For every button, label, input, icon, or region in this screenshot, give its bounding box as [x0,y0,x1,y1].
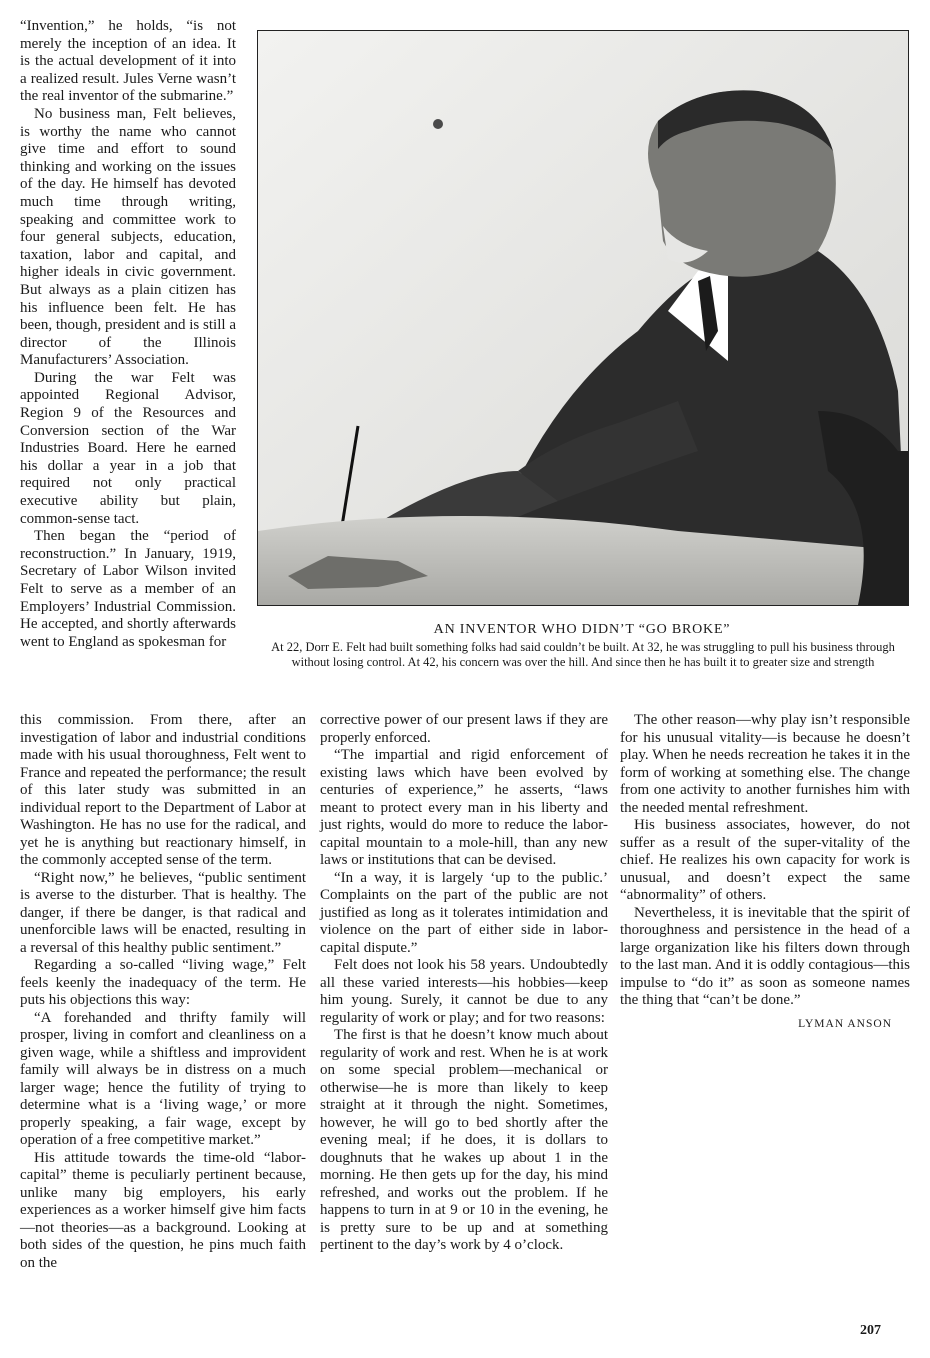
paragraph: The other reason—why play isn’t responsible for his unusual vitality—is because he doesn’t play. When he needs recreation he takes it in the form of working at something else. The change from one activity to another furnishes him with the needed mental refreshment. [620,712,910,816]
lead-column [20,18,236,651]
left-column [20,712,306,1272]
photo-caption-title: AN INVENTOR WHO DIDN’T “GO BROKE” [433,622,731,637]
paragraph: Nevertheless, it is inevitable that the spirit of thoroughness and persistence in the head of a large organization like his filters down through to the last man. And it is oddly contagious—this impulse to “do it” as soon as someone names the thing that “can’t be done.” [620,904,910,1008]
photo-caption-text: At 22, Dorr E. Felt had built something folks had said couldn’t be built. At 32, he was struggling to pull his business through without losing control. At 42, his concern was over the hill. And since then he has built it to greater size and strength [271,640,895,669]
paragraph: No business man, Felt believes, is worthy the name who cannot give time and effort to sound thinking and working on the issues of the day. He himself has devoted much time through writing, speaking and committee work to four general subjects, education, taxation, labor and capital, and higher ideals in civic government. But always as a plain citizen has his influence been felt. He has been, though, president and is still a director of the Illinois Manufacturers’ Association. [20,105,236,369]
paragraph: Felt does not look his 58 years. Undoubtedly all these varied interests—his hobbies—keep him young. Surely, it cannot be due to any regularity of work or play; and for two reasons: [320,957,608,1026]
paragraph: “A forehanded and thrifty family will prosper, living in comfort and cleanliness on a given wage, while a shiftless and improvident family will always be in distress on a much larger wage; hence the futility of trying to determine what is a ‘living wage,’ or more properly speaking, a fair wage, except by operation of a free competitive market.” [20,1009,306,1148]
middle-column [320,712,608,1255]
paragraph: this commission. From there, after an investigation of labor and industrial conditions made with his usual thoroughness, Felt went to France and repeated the performance; the result of this later study was submitted in an individual report to the Department of Labor at Washington. He has no use for the radical, and yet he is anything but reactionary himself, in the commonly accepted sense of the term. [20,712,306,868]
paragraph: Regarding a so-called “living wage,” Felt feels keenly the inadequacy of the term. He puts his objections this way: [20,957,306,1008]
portrait-illustration [258,31,908,605]
paragraph: “Invention,” he holds, “is not merely the inception of an idea. It is the actual development of it into a realized result. Jules Verne wasn’t the real inventor of the submarine.” [20,18,236,105]
paragraph: His business associates, however, do not suffer as a result of the super-vitality of the chief. He realizes his own capacity for work is unusual, and doesn’t expect the same “abnormality” of others. [620,817,910,903]
paragraph: During the war Felt was appointed Regional Advisor, Region 9 of the Resources and Conversion section of the War Industries Board. Here he earned his dollar a year in a job that required not only practical executive ability but plain, common-sense tact. [20,369,236,527]
paragraph: The first is that he doesn’t know much about regularity of work and rest. When he is at work on some special problem—mechanical or otherwise—he is more than likely to keep straight at it through the night. Sometimes, however, he will go to bed shortly after the evening meal; if he does, it is dollars to doughnuts that he wakes up about 1 in the morning. He then gets up for the day, his mind refreshed, and works out the problem. If he happens to turn in at 9 or 10 in the evening, he is pretty sure to be up and at something pertinent to the day’s work by 4 o’clock. [320,1027,608,1253]
paragraph: “In a way, it is largely ‘up to the public.’ Complaints on the part of the public are not justified as long as it tolerates intimidation and violence on the part of either side in labor-capital dispute.” [320,869,608,956]
paragraph: His attitude towards the time-old “labor-capital” theme is peculiarly pertinent because, unlike many big employers, his early experiences as a worker himself give him facts—not theories—as a background. Looking at both sides of the question, he pins much faith on the [20,1149,306,1271]
paragraph: “The impartial and rigid enforcement of existing laws which have been evolved by centuries of experience,” he asserts, “laws meant to protect every man in his liberty and just rights, would do more to reduce the labor-capital mountain to a mole-hill, than any new laws or institutions that can be devised. [320,747,608,868]
paragraph: corrective power of our present laws if they are properly enforced. [320,712,608,746]
right-column [620,712,910,1033]
portrait-photo [257,30,909,606]
page-number: 207 [860,1323,881,1338]
paragraph: Then began the “period of reconstruction.” In January, 1919, Secretary of Labor Wilson invited Felt to serve as a member of an Employers’ Industrial Commission. He accepted, and shortly afterwards went to England as spokesman for [20,528,236,650]
paragraph: “Right now,” he believes, “public sentiment is averse to the disturber. That is healthy. The danger, if there be danger, is that radical and unenforcible laws will be enacted, resulting in a reversal of this healthy public sentiment.” [20,869,306,956]
author-signature: LYMAN ANSON [798,1017,892,1030]
